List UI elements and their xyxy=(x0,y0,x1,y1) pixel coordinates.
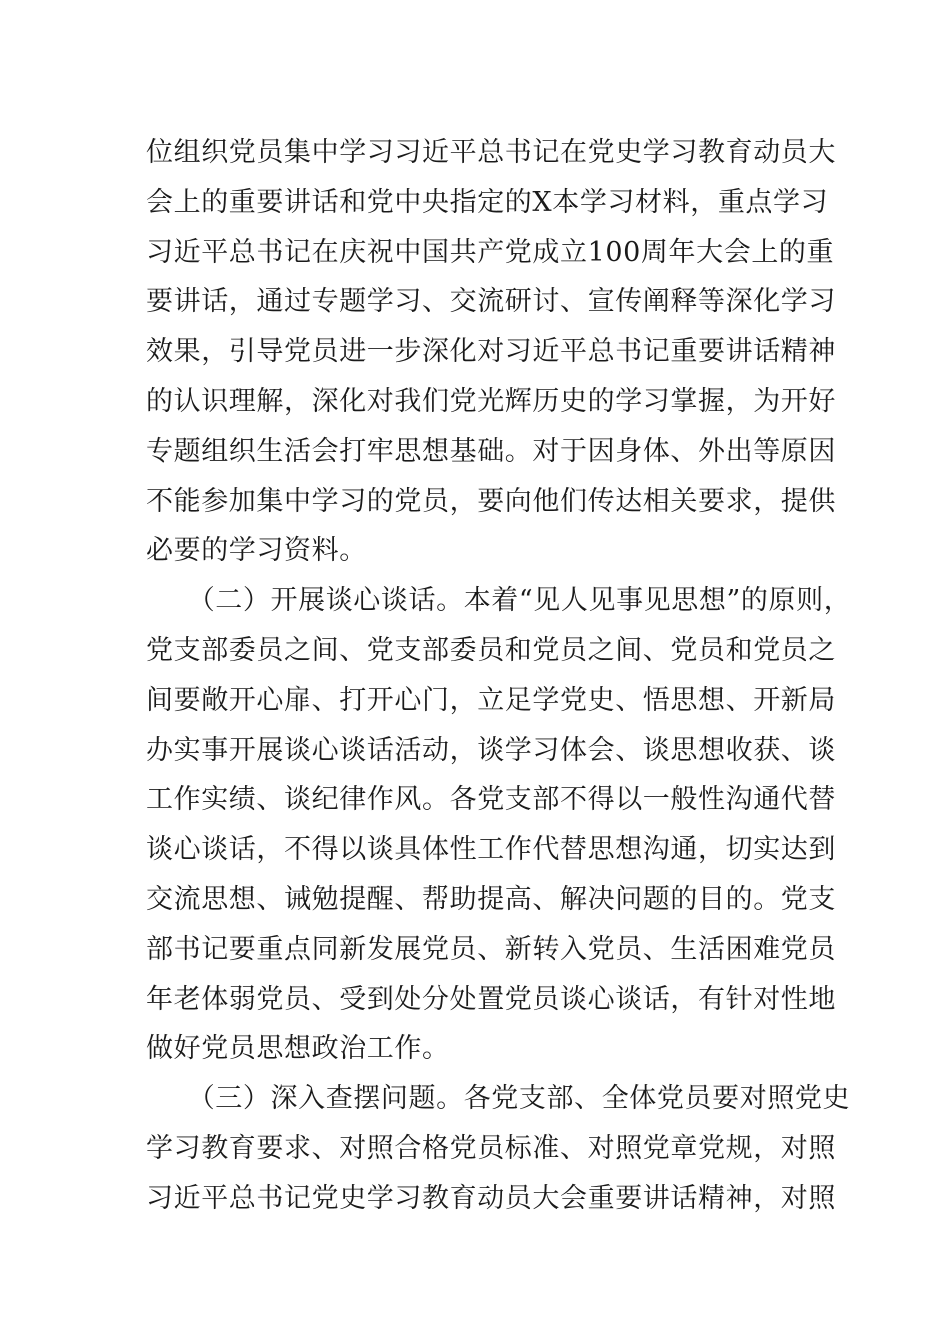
text-line: 专题组织生活会打牢思想基础。对于因身体、外出等原因 xyxy=(146,435,836,467)
text-line: 工作实绩、谈纪律作风。各党支部不得以一般性沟通代替 xyxy=(146,784,836,816)
text-line: 间要敞开心扉、打开心门，立足学党史、悟思想、开新局 xyxy=(146,684,836,716)
text-line: 习近平总书记党史学习教育动员大会重要讲话精神，对照 xyxy=(146,1182,836,1214)
text-line: 做好党员思想政治工作。 xyxy=(146,1033,450,1065)
paragraph-heading-3: （三）深入查摆问题。各党支部、全体党员要对照党史 xyxy=(146,1083,851,1115)
text-line: 要讲话，通过专题学习、交流研讨、宣传阐释等深化学习 xyxy=(146,286,836,318)
body-text xyxy=(146,128,852,1224)
text-line: 部书记要重点同新发展党员、新转入党员、生活困难党员 xyxy=(146,933,836,965)
text-line: 年老体弱党员、受到处分处置党员谈心谈话，有针对性地 xyxy=(146,983,836,1015)
text-line: 效果，引导党员进一步深化对习近平总书记重要讲话精神 xyxy=(146,336,836,368)
text-line: 会上的重要讲话和党中央指定的X本学习材料，重点学习 xyxy=(146,186,829,218)
text-line: 的认识理解，深化对我们党光辉历史的学习掌握，为开好 xyxy=(146,385,836,417)
text-line: 位组织党员集中学习习近平总书记在党史学习教育动员大 xyxy=(146,137,836,168)
text-line: 必要的学习资料。 xyxy=(146,535,367,567)
text-line: 交流思想、诫勉提醒、帮助提高、解决问题的目的。党支 xyxy=(146,883,836,915)
text-line: 不能参加集中学习的党员，要向他们传达相关要求，提供 xyxy=(146,485,836,517)
text-line: 党支部委员之间、党支部委员和党员之间、党员和党员之 xyxy=(146,634,836,666)
paragraph-heading-2: （二）开展谈心谈话。本着“见人见事见思想”的原则， xyxy=(146,585,852,617)
text-line: 办实事开展谈心谈话活动，谈学习体会、谈思想收获、谈 xyxy=(146,734,836,766)
text-line: 谈心谈话，不得以谈具体性工作代替思想沟通，切实达到 xyxy=(146,834,836,866)
text-line: 习近平总书记在庆祝中国共产党成立100周年大会上的重 xyxy=(146,236,835,268)
text-line: 学习教育要求、对照合格党员标准、对照党章党规，对照 xyxy=(146,1132,836,1164)
